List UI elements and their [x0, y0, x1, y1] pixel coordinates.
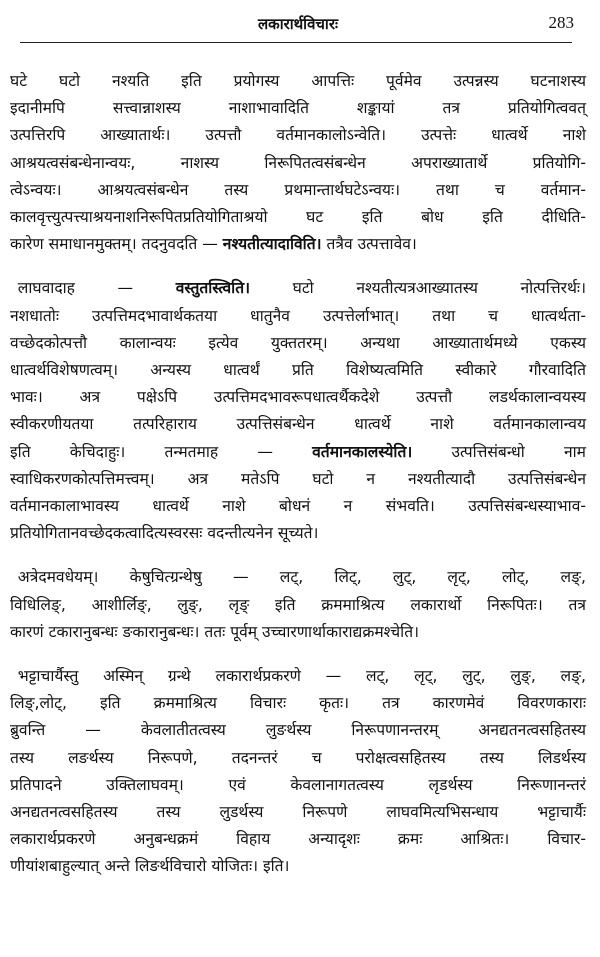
text-line: वच्छेदकोत्पत्तौ कालान्वयः इत्येव युक्ततरम्। अन्यथा आख्यातार्थमध्ये एकस्य	[10, 333, 586, 352]
text-span: घटो नश्यतीत्यत्रआख्यातस्य नोत्पत्तिरर्थः।	[292, 279, 586, 298]
text-line	[10, 275, 586, 302]
text-line: प्रतिपादने उक्तिलाघवम्। एवं केवलानागतत्वस्य लृडर्थस्य निरूणानन्तरं	[10, 775, 586, 794]
text-line: त्वेऽन्वयः। आश्रयत्वसंबन्धेन तस्य प्रथमान्तार्थघटेऽन्वयः। तथा च वर्तमान-	[10, 180, 586, 199]
paragraph-3	[10, 564, 586, 646]
text-line: तस्य लङर्थस्य निरूपणे, तदनन्तरं च परोक्षत्वसहितस्य तस्य लिडर्थस्य	[10, 748, 586, 767]
text-line: अनद्यतनत्वसहितस्य तस्य लुडर्थस्य निरूपणे लाघवमित्यभिसन्धाय भट्टाचार्यैः	[10, 803, 586, 822]
paragraph-2	[10, 275, 586, 547]
text-line	[10, 439, 586, 466]
text-line: उत्पत्तिरपि आख्यातार्थः। उत्पत्तौ वर्तमानकालोऽन्वेति। उत्पत्तेः धात्वर्थे नाशे	[10, 126, 586, 145]
text-line: भावः। अत्र पक्षेऽपि उत्पत्तिमदभावरूपधात्वर्थैकदेशे उत्पत्तौ लडर्थकालान्वयस्य	[10, 388, 586, 407]
paragraph-1	[10, 68, 586, 258]
bold-lemma: नश्यतीत्यादाविति।	[222, 235, 322, 254]
text-span: तत्रैव उत्पत्तावेव।	[326, 235, 417, 254]
text-line: विधिलिङ्, आशीर्लिङ्, लुङ्, लृङ् इति क्रममाश्रित्य लकारार्थो निरूपितः। तत्र	[10, 595, 586, 614]
text-line: लकारार्थप्रकरणे अनुबन्धक्रमं विहाय अन्यादृशः क्रमः आश्रितः। विचार-	[10, 830, 586, 849]
text-line: घटे घटो नश्यति इति प्रयोगस्य आपत्तिः पूर्वमेव उत्पन्नस्य घटनाशस्य	[10, 72, 586, 90]
text-line	[10, 231, 586, 258]
page-body	[10, 44, 586, 881]
running-title: लकारार्थविचारः	[258, 15, 338, 33]
bold-lemma: वस्तुतस्त्विति।	[175, 279, 250, 298]
text-line: इदानीमपि सत्त्वान्नाशस्य नाशाभावादिति शङ्कायां तत्र प्रतियोगित्ववत्	[10, 99, 586, 118]
text-line: आश्रयत्वसंबन्धेनान्वयः, नाशस्य निरूपितत्वसंबन्धेन अपराख्यातार्थे प्रतियोगि-	[10, 153, 586, 172]
text-line: नशधातोः उत्पत्तिमदभावार्थकतया धातुनैव उत्पत्तेर्लाभात्। तथा च धात्वर्थता-	[10, 306, 586, 325]
text-span: उत्पत्तिसंबन्धो नाम	[451, 442, 586, 461]
page-header	[10, 0, 586, 44]
text-span: इति केचिदाहुः। तन्मतमाह —	[10, 442, 273, 461]
paragraph-4	[10, 663, 586, 881]
text-span: लाघवादाह —	[17, 279, 134, 298]
text-line: णीयांशबाहुल्यात् अन्ते लिङर्थविचारो योजितः। इति।	[10, 857, 290, 876]
text-line: ब्रुवन्ति — केवलातीतत्वस्य लुङर्थस्य निरूपणानन्तरम् अनद्यतनत्वसहितस्य	[10, 721, 586, 740]
text-line: धात्वर्थविशेषणत्वम्। अन्यस्य धात्वर्थं प्रति विशेष्यत्वमिति स्वीकारे गौरवादिति	[10, 361, 586, 380]
text-line: कारणं टकारानुबन्धः ङकारानुबन्धः। ततः पूर्वम् उच्चारणार्थाकाराद्यक्रमश्चेति।	[10, 622, 420, 641]
text-line: प्रतियोगितानवच्छेदकत्वादित्यस्वरसः वदन्तीत्यनेन सूच्यते।	[10, 524, 319, 543]
text-line: अत्रेदमवधेयम्। केषुचित्ग्रन्थेषु — लट्, लिट्, लुट्, लृट्, लोट्, लङ्,	[17, 568, 586, 587]
text-line: कालवृत्त्युत्पत्त्याश्रयनाशनिरूपितप्रतियोगिताश्रयो घट इति बोध इति दीधिति-	[10, 208, 586, 227]
text-line: स्वीकरणीयतया तत्परिहाराय उत्पत्तिसंबन्धेन धात्वर्थे नाशे वर्तमानकालान्वय	[10, 415, 586, 434]
text-line: स्वाधिकरणकोत्पत्तिमत्त्वम्। अत्र मतेऽपि घटो न नश्यतीत्यादौ उत्पत्तिसंबन्धेन	[10, 469, 586, 488]
text-line: भट्टाचार्यैस्तु अस्मिन् ग्रन्थे लकारार्थप्रकरणे — लट्, लृट्, लुट्, लुङ्, लङ्,	[17, 667, 586, 686]
bold-lemma: वर्तमानकालस्येति।	[312, 442, 413, 461]
text-line: वर्तमानकालाभावस्य धात्वर्थे नाशे बोधनं न संभवति। उत्पत्तिसंबन्धस्याभाव-	[10, 497, 586, 516]
page-number: 283	[548, 13, 574, 32]
text-span: कारेण समाधानमुक्तम्। तदनुवदति —	[10, 235, 218, 254]
text-line: लिङ्,लोट्, इति क्रममाश्रित्य विचारः कृतः। तत्र कारणमेवं विवरणकाराः	[10, 694, 586, 713]
header-rule	[20, 42, 572, 43]
